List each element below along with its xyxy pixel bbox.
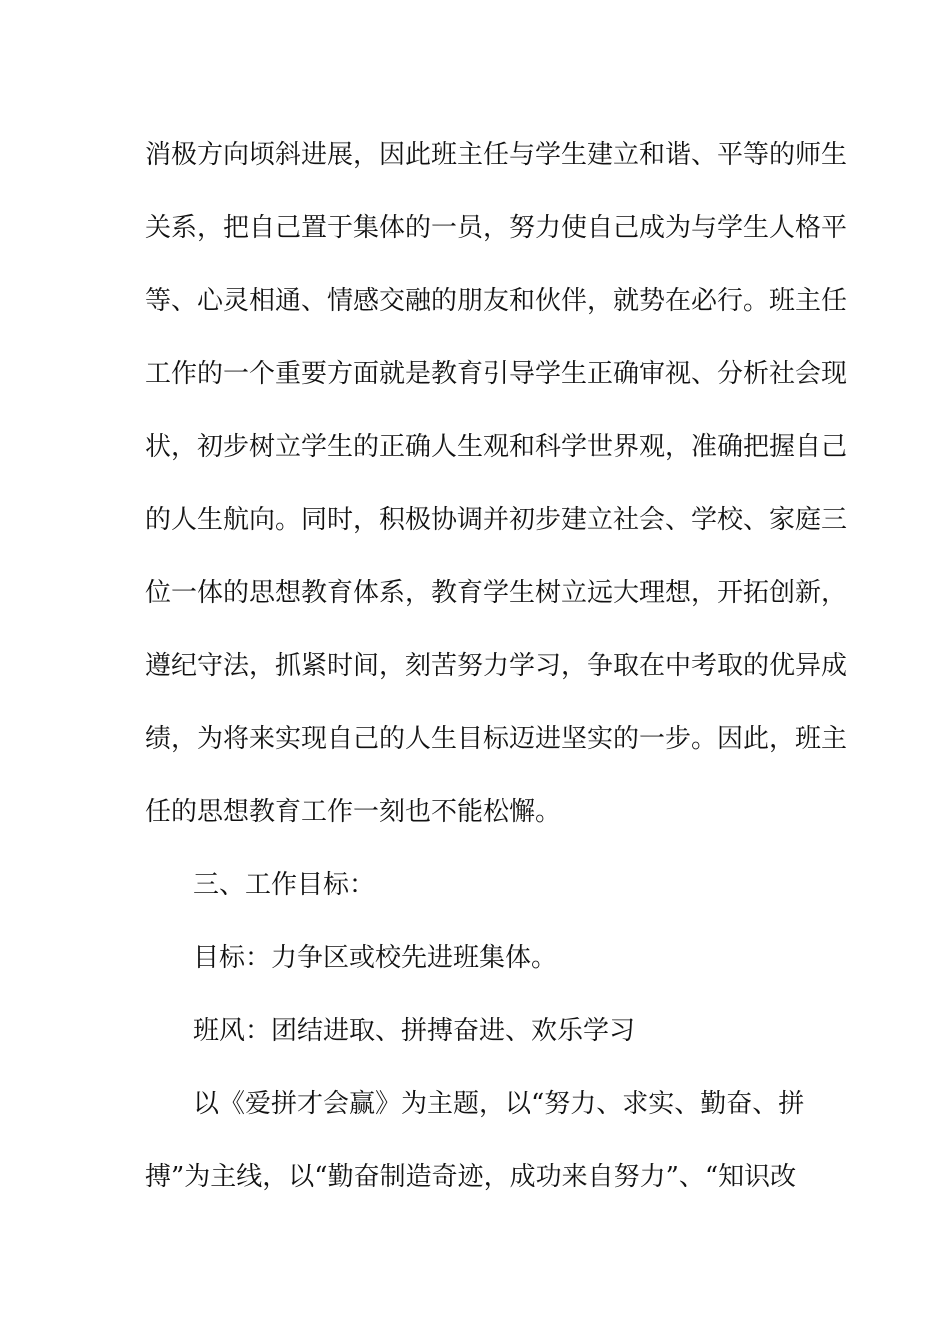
paragraph-line: 关系，把自己置于集体的一员，努力使自己成为与学生人格平 — [145, 213, 848, 243]
paragraph-line: 的人生航向。同时，积极协调并初步建立社会、学校、家庭三 — [145, 505, 848, 535]
goal-line: 目标：力争区或校先进班集体。 — [193, 943, 558, 973]
paragraph-line: 搏”为主线，以“勤奋制造奇迹，成功来自努力”、“知识改 — [145, 1162, 797, 1192]
class-style-line: 班风：团结进取、拼搏奋进、欢乐学习 — [193, 1016, 636, 1046]
paragraph-line: 绩，为将来实现自己的人生目标迈进坚实的一步。因此，班主 — [145, 724, 848, 754]
paragraph-line: 位一体的思想教育体系，教育学生树立远大理想，开拓创新， — [145, 578, 848, 608]
section-heading: 三、工作目标： — [193, 870, 376, 900]
paragraph-line: 状，初步树立学生的正确人生观和科学世界观，准确把握自己 — [145, 432, 848, 462]
paragraph-line: 以《爱拼才会赢》为主题，以“努力、求实、勤奋、拼 — [193, 1089, 805, 1119]
paragraph-line: 遵纪守法，抓紧时间，刻苦努力学习，争取在中考取的优异成 — [145, 651, 848, 681]
paragraph-line: 任的思想教育工作一刻也不能松懈。 — [145, 797, 562, 827]
paragraph-line: 等、心灵相通、情感交融的朋友和伙伴，就势在必行。班主任 — [145, 286, 848, 316]
paragraph-line: 工作的一个重要方面就是教育引导学生正确审视、分析社会现 — [145, 359, 848, 389]
paragraph-line: 消极方向顷斜进展，因此班主任与学生建立和谐、平等的师生 — [145, 140, 848, 170]
